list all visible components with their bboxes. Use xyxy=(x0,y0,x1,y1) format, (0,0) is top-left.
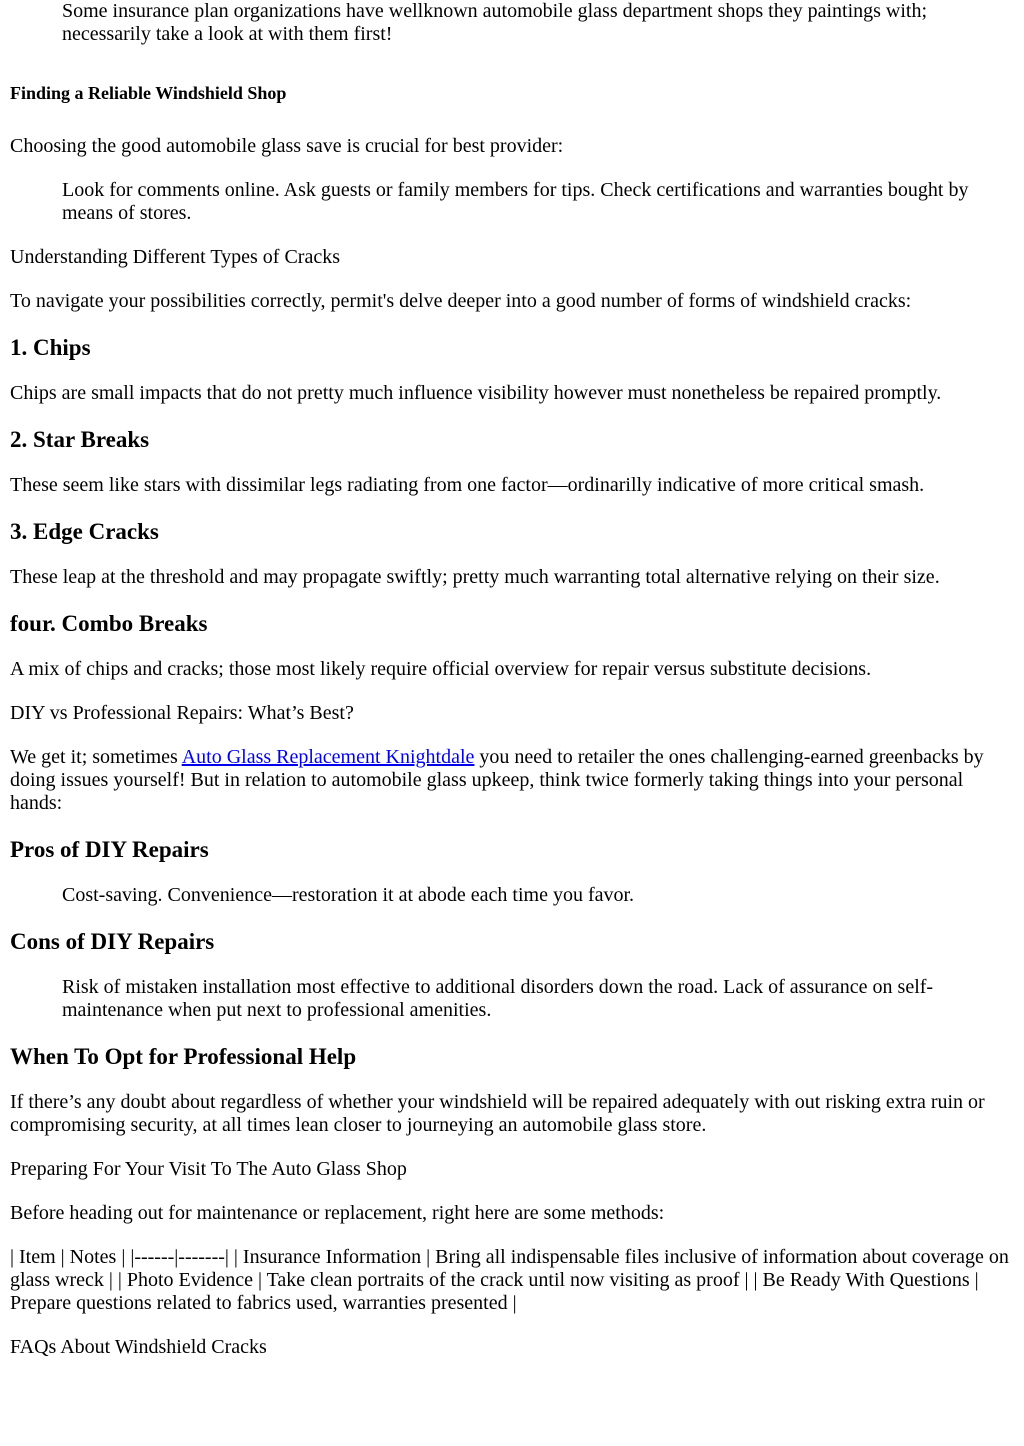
heading-cons-diy: Cons of DIY Repairs xyxy=(10,929,215,954)
paragraph-navigate: To navigate your possibilities correctly, permit's delve deeper into a good number of forms of windshield cracks: xyxy=(10,290,912,312)
paragraph-cons-diy: Risk of mistaken installation most effective to additional disorders down the road. Lack of assurance on self-maintenance when put next to professional amenities. xyxy=(62,976,934,1021)
paragraph-faqs: FAQs About Windshield Cracks xyxy=(10,1336,267,1358)
paragraph-look-for-comments: Look for comments online. Ask guests or family members for tips. Check certifications and warranties bought by means of stores. xyxy=(62,179,969,224)
paragraph-edge-cracks: These leap at the threshold and may propagate swiftly; pretty much warranting total alternative relying on their size. xyxy=(10,566,940,588)
auto-glass-replacement-link[interactable]: Auto Glass Replacement Knightdale xyxy=(181,746,475,768)
paragraph-diy-vs-pro: DIY vs Professional Repairs: What’s Best? xyxy=(10,702,354,724)
intro-paragraph: Some insurance plan organizations have wellknown automobile glass department shops they paintings with; necessarily take a look at with them first! xyxy=(62,0,928,45)
paragraph-raw-table: | Item | Notes | |------|-------| | Insurance Information | Bring all indispensable files inclusive of information about coverage on glass wreck | | Photo Evidence | Take clean portraits of the crack until now visiting as proof | | Be Ready With Questions | Prepare questions related to fabrics used, warranties presented | xyxy=(10,1246,1009,1314)
paragraph-preparing: Preparing For Your Visit To The Auto Glass Shop xyxy=(10,1158,407,1180)
paragraph-before-heading: Before heading out for maintenance or replacement, right here are some methods: xyxy=(10,1202,665,1224)
heading-when-professional: When To Opt for Professional Help xyxy=(10,1044,357,1069)
text-before-link: We get it; sometimes xyxy=(10,746,182,768)
paragraph-doubt: If there’s any doubt about regardless of whether your windshield will be repaired adequately with out risking extra ruin or compromising security, at all times lean closer to journeying an automobile glass store. xyxy=(10,1091,985,1136)
heading-star-breaks: 2. Star Breaks xyxy=(10,427,150,452)
heading-combo-breaks: four. Combo Breaks xyxy=(10,611,208,636)
paragraph-we-get-it xyxy=(10,746,1014,815)
paragraph-choosing: Choosing the good automobile glass save is crucial for best provider: xyxy=(10,135,564,157)
heading-edge-cracks: 3. Edge Cracks xyxy=(10,519,159,544)
heading-pros-diy: Pros of DIY Repairs xyxy=(10,837,209,862)
text-after-link: you need to retailer the ones challenging-earned greenbacks by doing issues yourself! But in relation to automobile glass upkeep, think twice formerly taking things into your personal hands: xyxy=(10,746,984,814)
paragraph-pros-diy: Cost-saving. Convenience—restoration it at abode each time you favor. xyxy=(62,884,635,906)
paragraph-chips: Chips are small impacts that do not pretty much influence visibility however must nonetheless be repaired promptly. xyxy=(10,382,942,404)
section-heading-finding-shop: Finding a Reliable Windshield Shop xyxy=(10,83,287,103)
paragraph-combo-breaks: A mix of chips and cracks; those most likely require official overview for repair versus substitute decisions. xyxy=(10,658,872,680)
paragraph-star-breaks: These seem like stars with dissimilar legs radiating from one factor—ordinarilly indicative of more critical smash. xyxy=(10,474,925,496)
heading-chips: 1. Chips xyxy=(10,335,91,360)
paragraph-understanding: Understanding Different Types of Cracks xyxy=(10,246,340,268)
